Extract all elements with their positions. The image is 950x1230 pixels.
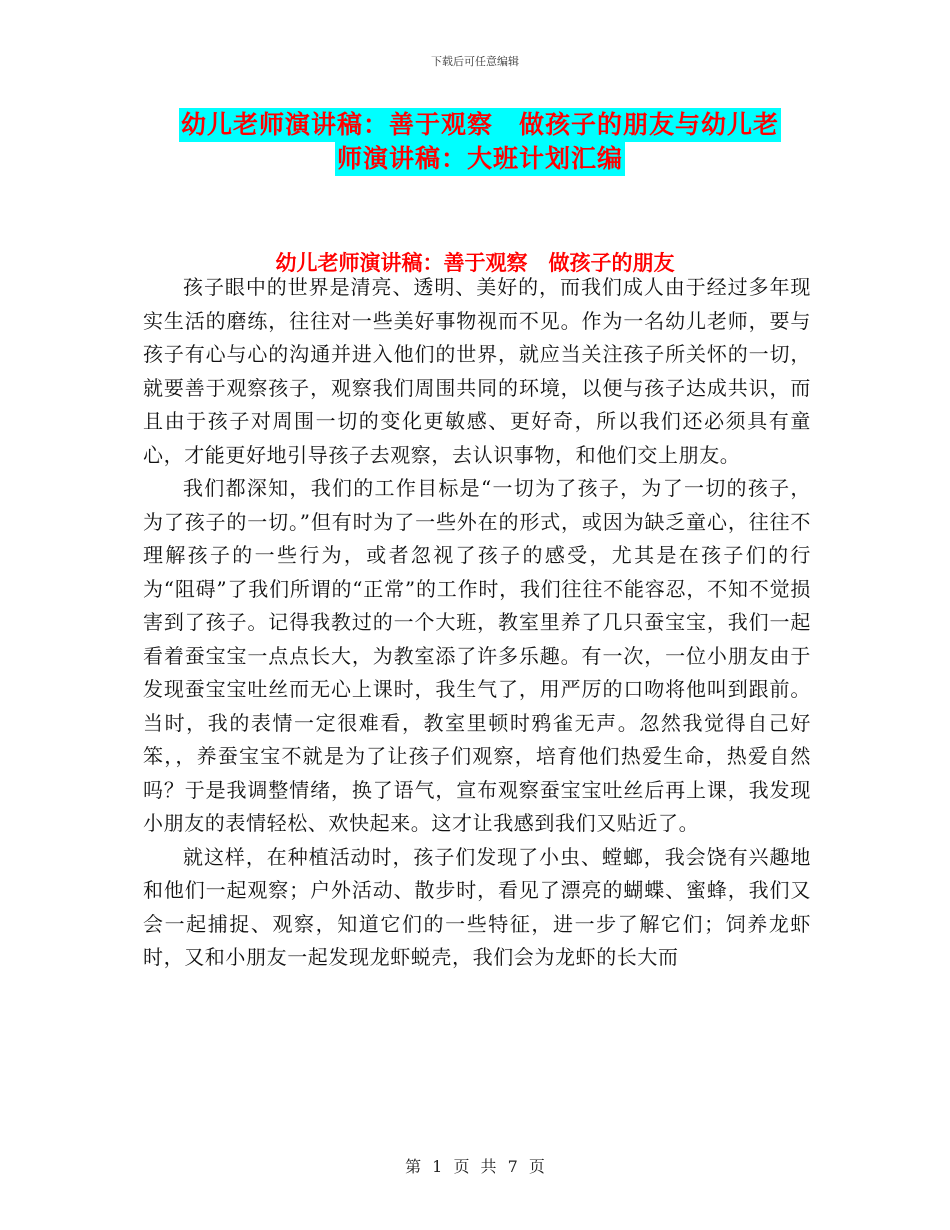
body-text <box>143 271 811 975</box>
document-title <box>140 108 820 176</box>
paragraph: 我们都深知，我们的工作目标是“一切为了孩子，为了一切的孩子，为了孩子的一切。”但有时为了一些外在的形式，或因为缺乏童心，往往不理解孩子的一些行为，或者忽视了孩子的感受，尤其是在孩子们的行为“阻碍”了我们所谓的“正常”的工作时，我们往往不能容忍，不知不觉损害到了孩子。记得我教过的一个大班，教室里养了几只蚕宝宝，我们一起看着蚕宝宝一点点长大，为教室添了许多乐趣。有一次，一位小朋友由于发现蚕宝宝吐丝而无心上课时，我生气了，用严厉的口吻将他叫到跟前。当时，我的表情一定很难看，教室里顿时鸦雀无声。忽然我觉得自己好笨，，养蚕宝宝不就是为了让孩子们观察，培育他们热爱生命，热爱自然吗？于是我调整情绪，换了语气，宣布观察蚕宝宝吐丝后再上课，我发现小朋友的表情轻松、欢快起来。这才让我感到我们又贴近了。 <box>143 476 811 835</box>
paragraph: 孩子眼中的世界是清亮、透明、美好的，而我们成人由于经过多年现实生活的磨练，往往对一些美好事物视而不见。作为一名幼儿老师，要与孩子有心与心的沟通并进入他们的世界，就应当关注孩子所关怀的一切，就要善于观察孩子，观察我们周围共同的环境，以便与孩子达成共识，而且由于孩子对周围一切的变化更敏感、更好奇，所以我们还必须具有童心，才能更好地引导孩子去观察，去认识事物，和他们交上朋友。 <box>143 275 811 467</box>
title-line-1: 幼儿老师演讲稿：善于观察 做孩子的朋友与幼儿老 <box>179 108 781 142</box>
page-footer: 第 1 页 共 7 页 <box>405 1157 545 1176</box>
paragraph: 就这样，在种植活动时，孩子们发现了小虫、螳螂，我会饶有兴趣地和他们一起观察；户外活动、散步时，看见了漂亮的蝴蝶、蜜蜂，我们又会一起捕捉、观察，知道它们的一些特征，进一步了解它们；饲养龙虾时，又和小朋友一起发现龙虾蜕壳，我们会为龙虾的长大而 <box>143 844 811 969</box>
section-heading: 幼儿老师演讲稿：善于观察 做孩子的朋友 <box>275 251 675 275</box>
header-note: 下载后可任意编辑 <box>431 55 519 68</box>
title-line-2: 师演讲稿：大班计划汇编 <box>335 142 625 176</box>
